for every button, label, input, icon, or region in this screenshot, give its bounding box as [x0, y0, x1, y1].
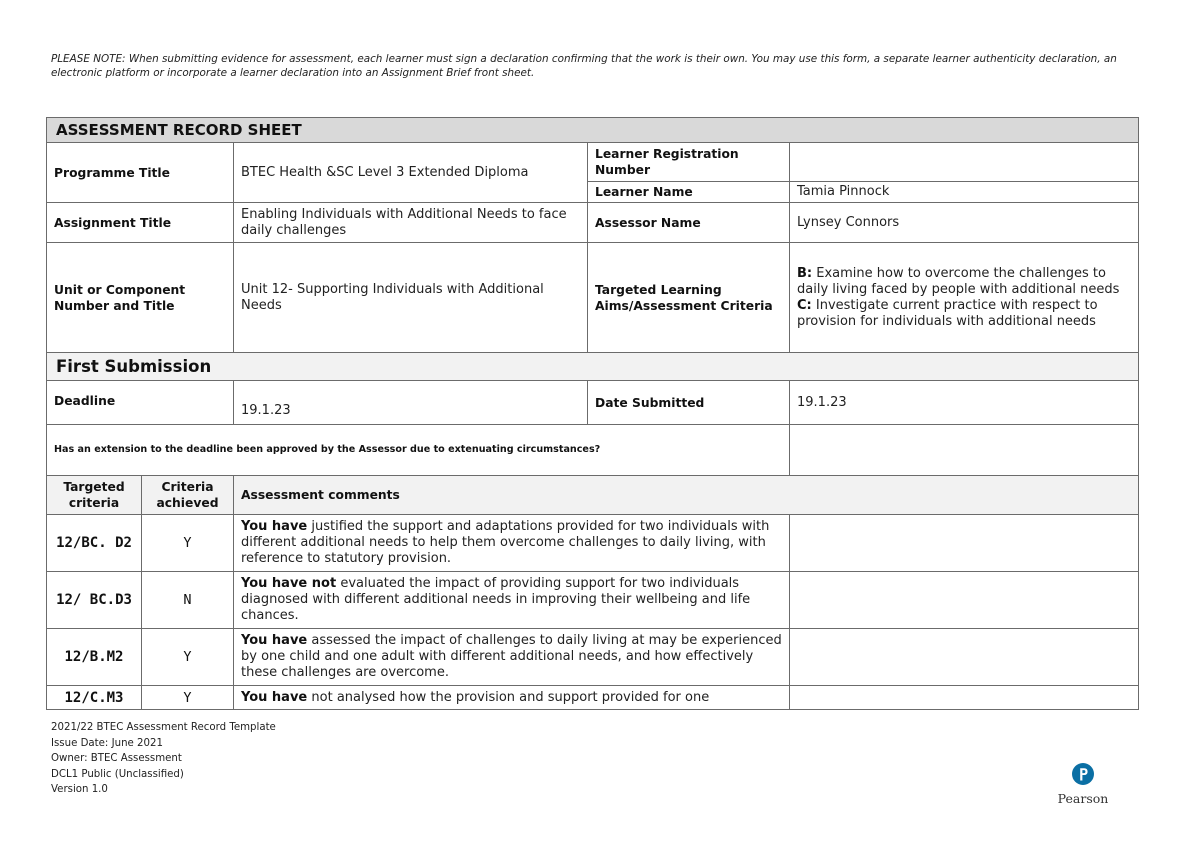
comment-extra: [790, 629, 1139, 686]
aim-b-prefix: B:: [797, 265, 813, 281]
learner-name-value: Tamia Pinnock: [790, 182, 1139, 203]
programme-value: BTEC Health &SC Level 3 Extended Diploma: [234, 143, 588, 203]
extension-question: Has an extension to the deadline been approved by the Assessor due to extenuating circumstances?: [47, 425, 790, 476]
criteria-achieved: Y: [142, 686, 234, 710]
assessment-comment: [234, 686, 790, 710]
criteria-code: 12/B.M2: [47, 629, 142, 686]
comment-lead: You have: [241, 519, 308, 534]
table-row: [47, 572, 1139, 629]
unit-value: Unit 12- Supporting Individuals with Additional Needs: [234, 243, 588, 353]
comment-text: justified the support and adaptations provided for two individuals with different additional needs to help them overcome challenges to daily living, with reference to statutory provision.: [241, 519, 770, 566]
col-targeted-criteria: Targeted criteria: [47, 476, 142, 515]
criteria-code: 12/ BC.D3: [47, 572, 142, 629]
document-footer: [51, 720, 276, 798]
assessment-comment: [234, 629, 790, 686]
criteria-code: 12/BC. D2: [47, 515, 142, 572]
pearson-p-icon: [1072, 763, 1094, 785]
pearson-wordmark: Pearson: [1057, 791, 1109, 806]
learner-name-label: Learner Name: [588, 182, 790, 203]
unit-label: Unit or Component Number and Title: [47, 243, 234, 353]
assignment-title-value: Enabling Individuals with Additional Needs to face daily challenges: [234, 203, 588, 243]
deadline-value: 19.1.23: [234, 381, 588, 425]
footer-owner: Owner: BTEC Assessment: [51, 753, 182, 765]
aims-value: [790, 243, 1139, 353]
footer-classification: DCL1 Public (Unclassified): [51, 768, 184, 780]
comment-text: assessed the impact of challenges to daily living at may be experienced by one child and one adult with different additional needs, and how effectively these challenges are overcome.: [241, 633, 782, 680]
assessor-name-label: Assessor Name: [588, 203, 790, 243]
col-criteria-achieved: Criteria achieved: [142, 476, 234, 515]
comment-lead: You have not: [241, 576, 337, 591]
table-row: [47, 629, 1139, 686]
comment-extra: [790, 686, 1139, 710]
footer-template: 2021/22 BTEC Assessment Record Template: [51, 722, 276, 733]
assessment-comment: [234, 515, 790, 572]
criteria-achieved: N: [142, 572, 234, 629]
col-assessment-comments: Assessment comments: [234, 476, 1139, 515]
sheet-title: ASSESSMENT RECORD SHEET: [47, 118, 1139, 143]
registration-label: Learner Registration Number: [588, 143, 790, 182]
assignment-title-label: Assignment Title: [47, 203, 234, 243]
aim-b-text: Examine how to overcome the challenges to daily living faced by people with additional needs: [797, 265, 1120, 297]
comment-lead: You have: [241, 689, 308, 705]
comment-text: not analysed how the provision and support provided for one: [307, 689, 710, 705]
deadline-label: Deadline: [47, 381, 234, 425]
extension-answer: [790, 425, 1139, 476]
date-submitted-value: 19.1.23: [790, 381, 1139, 425]
assessment-comment: [234, 572, 790, 629]
table-row: [47, 686, 1139, 710]
programme-label: Programme Title: [47, 143, 234, 203]
aim-c-text: Investigate current practice with respect to provision for individuals with additional needs: [797, 297, 1098, 329]
pearson-logo: [1056, 763, 1110, 806]
date-submitted-label: Date Submitted: [588, 381, 790, 425]
table-row: [47, 515, 1139, 572]
comment-text: evaluated the impact of providing support for two individuals diagnosed with different additional needs in improving their wellbeing and life chances.: [241, 576, 751, 623]
assessor-name-value: Lynsey Connors: [790, 203, 1139, 243]
comment-lead: You have: [241, 633, 308, 648]
criteria-achieved: Y: [142, 515, 234, 572]
registration-value: [790, 143, 1139, 182]
footer-version: Version 1.0: [51, 784, 108, 796]
aims-label: Targeted Learning Aims/Assessment Criteria: [588, 243, 790, 353]
footer-issue-date: Issue Date: June 2021: [51, 737, 163, 749]
criteria-code: 12/C.M3: [47, 686, 142, 710]
comment-extra: [790, 515, 1139, 572]
assessment-record-table: [46, 117, 1139, 710]
aim-c-prefix: C:: [797, 297, 812, 313]
comment-extra: [790, 572, 1139, 629]
criteria-achieved: Y: [142, 629, 234, 686]
first-submission-heading: First Submission: [47, 353, 1139, 381]
declaration-note: PLEASE NOTE: When submitting evidence for assessment, each learner must sign a declaration confirming that the work is their own. You may use this form, a separate learner authenticity declaration, an electronic platform or incorporate a learner declaration into an Assignment Brief front sheet.: [51, 53, 1117, 79]
